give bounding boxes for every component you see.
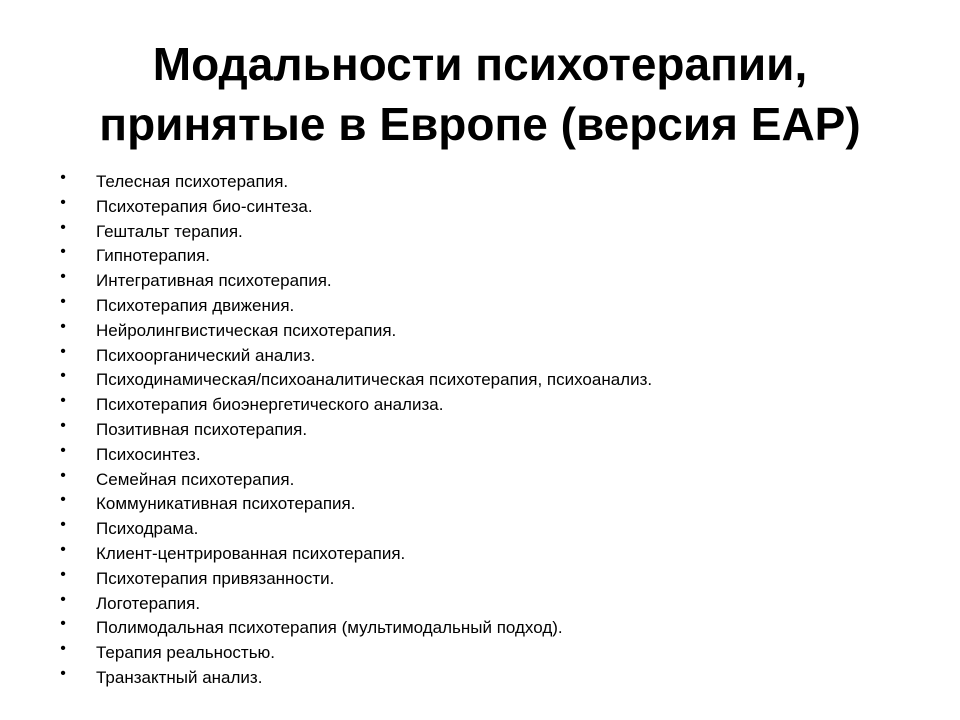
list-item-text: Психотерапия био-синтеза. xyxy=(96,196,313,216)
list-item xyxy=(56,468,936,493)
bullet-icon: • xyxy=(60,491,66,509)
bullet-icon: • xyxy=(60,243,66,261)
modalities-list xyxy=(56,170,936,691)
list-item xyxy=(56,269,936,294)
bullet-icon: • xyxy=(60,540,66,558)
list-item-text: Позитивная психотерапия. xyxy=(96,419,308,439)
list-item xyxy=(56,616,936,641)
list-item xyxy=(56,393,936,418)
bullet-icon: • xyxy=(60,664,66,682)
list-item-text: Логотерапия. xyxy=(96,593,201,613)
bullet-icon: • xyxy=(60,367,66,385)
list-item-text: Гипнотерапия. xyxy=(96,246,211,266)
bullet-icon: • xyxy=(60,169,66,186)
slide-title-line-2: принятые в Европе (версия ЕАР) xyxy=(99,98,861,150)
list-item xyxy=(56,344,936,369)
list-item xyxy=(56,368,936,393)
list-item xyxy=(56,418,936,443)
slide-title xyxy=(0,34,960,154)
list-item xyxy=(56,542,936,567)
bullet-icon: • xyxy=(60,516,66,534)
list-item-text: Полимодальная психотерапия (мультимодальный подход). xyxy=(96,618,563,638)
list-item-text: Психосинтез. xyxy=(96,444,201,464)
list-item-text: Семейная психотерапия. xyxy=(96,469,295,489)
list-item xyxy=(56,592,936,617)
list-item-text: Психотерапия движения. xyxy=(96,295,295,315)
bullet-icon: • xyxy=(60,416,66,434)
bullet-icon: • xyxy=(60,565,66,583)
list-item-text: Транзактный анализ. xyxy=(96,667,263,687)
list-item xyxy=(56,294,936,319)
list-item-text: Нейролингвистическая психотерапия. xyxy=(96,320,397,340)
bullet-icon: • xyxy=(60,392,66,410)
list-item-text: Психоорганический анализ. xyxy=(96,345,316,365)
list-item-text: Психодрама. xyxy=(96,519,199,539)
bullet-icon: • xyxy=(60,268,66,286)
list-item-text: Психодинамическая/психоаналитическая психотерапия, психоанализ. xyxy=(96,370,653,390)
bullet-icon: • xyxy=(60,218,66,236)
list-item xyxy=(56,220,936,245)
bullet-icon: • xyxy=(60,317,66,335)
list-item xyxy=(56,517,936,542)
list-item xyxy=(56,244,936,269)
bullet-icon: • xyxy=(60,441,66,459)
list-item-text: Интегративная психотерапия. xyxy=(96,271,332,291)
bullet-icon: • xyxy=(60,342,66,360)
list-item xyxy=(56,319,936,344)
list-item-text: Психотерапия биоэнергетического анализа. xyxy=(96,395,444,415)
list-item-text: Терапия реальностью. xyxy=(96,643,276,663)
bullet-icon: • xyxy=(60,193,66,211)
list-item xyxy=(56,641,936,666)
list-item xyxy=(56,666,936,691)
list-item-text: Гештальт терапия. xyxy=(96,221,243,241)
bullet-icon: • xyxy=(60,640,66,658)
list-item xyxy=(56,567,936,592)
list-item-text: Телесная психотерапия. xyxy=(96,172,289,191)
list-item xyxy=(56,195,936,220)
list-item xyxy=(56,492,936,517)
list-item xyxy=(56,170,936,195)
list-item-text: Клиент-центрированная психотерапия. xyxy=(96,543,406,563)
list-item-text: Психотерапия привязанности. xyxy=(96,568,335,588)
list-item-text: Коммуникативная психотерапия. xyxy=(96,494,356,514)
list-item xyxy=(56,443,936,468)
bullet-icon: • xyxy=(60,292,66,310)
bullet-icon: • xyxy=(60,615,66,633)
bullet-icon: • xyxy=(60,590,66,608)
bullet-icon: • xyxy=(60,466,66,484)
slide-title-line-1: Модальности психотерапии, xyxy=(152,38,808,90)
